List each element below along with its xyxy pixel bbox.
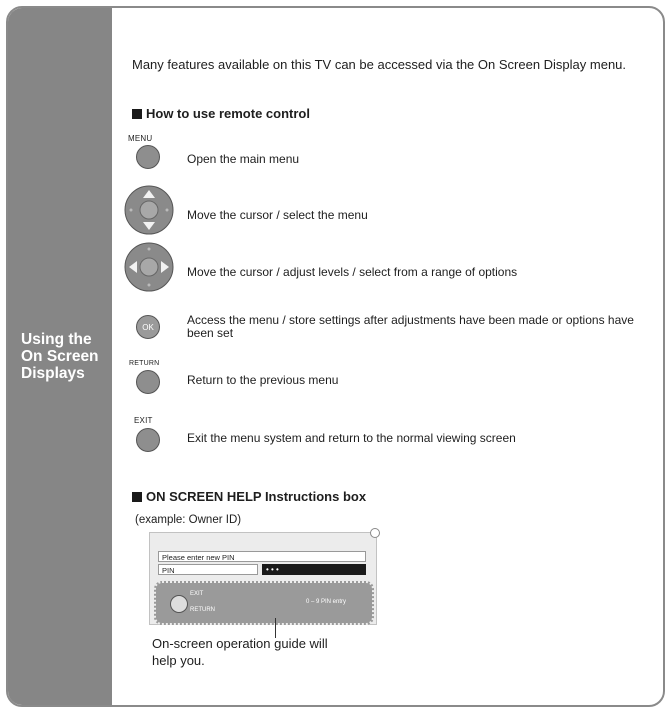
button-label: EXIT [134,416,153,425]
bullet-square-icon [132,492,142,502]
sidebar-title-line: On Screen [21,348,99,365]
pin-prompt-bar: Please enter new PIN [158,551,366,562]
remote-section-heading [132,106,310,121]
return-button-icon [136,370,160,394]
operation-guide [154,581,374,625]
remote-item-leftright [112,242,661,286]
remote-item-menu [112,133,661,177]
item-description: Open the main menu [187,152,300,166]
remote-item-ok [112,308,661,352]
remote-section-title: How to use remote control [146,106,310,121]
sidebar [8,8,112,705]
main-content [112,8,663,705]
sidebar-title [21,331,99,382]
pin-label-bar: PIN [158,564,258,575]
guide-entry-hint: 0 – 9 PIN entry [306,599,347,605]
bullet-square-icon [132,109,142,119]
help-section-title: ON SCREEN HELP Instructions box [146,489,367,504]
sidebar-title-line: Displays [21,365,85,382]
up-down-cursor-icon [124,185,174,235]
left-right-cursor-icon [124,242,174,292]
guide-exit-label: EXIT [190,591,204,597]
page-frame [6,6,665,707]
item-description: Return to the previous menu [187,373,339,387]
remote-item-exit [112,413,661,457]
remote-item-return [112,358,661,402]
help-section-heading [132,489,366,504]
button-label: RETURN [129,360,160,367]
item-description: Move the cursor / adjust levels / select from a range of options [187,265,518,279]
menu-button-icon [136,145,160,169]
pin-entry-field: • • • [262,564,366,575]
corner-circle-icon [370,528,380,538]
item-description: Exit the menu system and return to the normal viewing screen [187,431,516,445]
callout-text: On-screen operation guide will help you. [152,636,328,668]
item-description: Move the cursor / select the menu [187,208,368,222]
ok-button-icon [136,315,160,339]
cursor-pad-icon [170,595,188,613]
remote-item-updown [112,185,661,229]
item-description: Access the menu / store settings after adjustments have been made or options have been set [187,313,634,340]
sidebar-title-line: Using the [21,331,92,348]
exit-button-icon [136,428,160,452]
guide-return-label: RETURN [190,607,215,613]
button-label: MENU [128,134,153,143]
ok-button-label: OK [142,322,154,332]
example-note: (example: Owner ID) [135,514,242,526]
intro-text: Many features available on this TV can be accessed via the On Screen Display menu. [132,57,627,72]
help-instructions-box [149,532,377,625]
